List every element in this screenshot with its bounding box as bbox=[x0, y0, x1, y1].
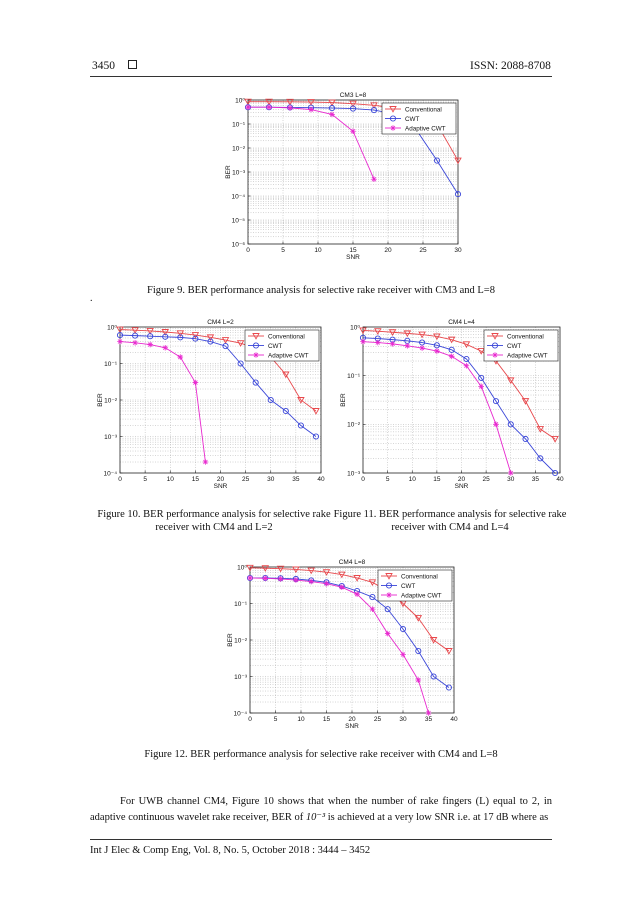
y-tick-label: 10⁻³ bbox=[232, 169, 245, 177]
header-box-icon bbox=[128, 60, 137, 69]
legend-marker bbox=[253, 352, 259, 358]
figure-12 bbox=[218, 556, 468, 734]
legend-label: CWT bbox=[268, 342, 283, 350]
data-point bbox=[203, 459, 209, 465]
data-point bbox=[354, 591, 360, 597]
y-axis-label: BER bbox=[97, 393, 104, 407]
journal-issn: ISSN: 2088-8708 bbox=[470, 60, 551, 72]
figure-11-caption: Figure 11. BER performance analysis for selective rake receiver with CM4 and L=4 bbox=[333, 509, 567, 533]
x-tick-label: 20 bbox=[384, 247, 392, 254]
legend-label: Conventional bbox=[268, 333, 305, 341]
stray-dot: . bbox=[90, 293, 93, 304]
journal-footer: Int J Elec & Comp Eng, Vol. 8, No. 5, October 2018 : 3444 – 3452 bbox=[90, 845, 371, 856]
data-point bbox=[464, 363, 470, 369]
data-point bbox=[329, 112, 335, 118]
y-tick-label: 10⁻² bbox=[232, 145, 245, 153]
legend-label: CWT bbox=[405, 115, 420, 123]
y-tick-label: 10⁻² bbox=[104, 397, 117, 405]
x-tick-label: 5 bbox=[385, 476, 390, 483]
figure-9 bbox=[218, 86, 470, 264]
x-tick-label: 20 bbox=[216, 476, 225, 483]
x-tick-label: 35 bbox=[424, 716, 433, 723]
y-tick-label: 10⁻⁵ bbox=[231, 217, 245, 225]
y-tick-label: 10⁻¹ bbox=[347, 372, 360, 380]
chart-title: CM4 L=8 bbox=[338, 559, 366, 566]
chart-title: CM4 L=2 bbox=[207, 319, 234, 326]
x-tick-label: 35 bbox=[292, 476, 300, 483]
data-point bbox=[434, 348, 440, 354]
y-tick-label: 10⁻⁶ bbox=[231, 241, 245, 249]
data-point bbox=[449, 354, 455, 360]
x-tick-label: 40 bbox=[450, 716, 458, 723]
x-tick-label: 10 bbox=[297, 716, 305, 723]
y-tick-label: 10⁰ bbox=[237, 564, 247, 572]
x-tick-label: 5 bbox=[143, 476, 147, 483]
legend-label: Conventional bbox=[405, 106, 442, 114]
data-point bbox=[287, 105, 293, 111]
x-tick-label: 25 bbox=[419, 247, 427, 254]
y-tick-label: 10⁻¹ bbox=[234, 600, 247, 608]
y-tick-label: 10⁻³ bbox=[104, 433, 117, 441]
x-tick-label: 0 bbox=[248, 716, 252, 723]
y-tick-label: 10⁻² bbox=[347, 421, 360, 429]
figure-10-caption: Figure 10. BER performance analysis for selective rake receiver with CM4 and L=2 bbox=[97, 509, 331, 533]
legend-marker bbox=[492, 352, 498, 358]
y-axis-label: BER bbox=[225, 165, 232, 179]
paragraph-math: 10⁻³ bbox=[305, 812, 326, 823]
x-tick-label: 30 bbox=[267, 476, 275, 483]
data-point bbox=[178, 354, 184, 360]
data-point bbox=[360, 339, 366, 345]
x-tick-label: 5 bbox=[281, 247, 285, 254]
paragraph-text-before: For UWB channel CM4, Figure 10 shows that when the number of rake fingers (L) equal to 2, in adaptive continuous wavelet rake receiver, BER of bbox=[90, 796, 552, 823]
y-tick-label: 10⁻¹ bbox=[104, 360, 117, 368]
data-point bbox=[478, 384, 484, 390]
data-point bbox=[390, 341, 396, 347]
data-point bbox=[132, 340, 138, 346]
x-tick-label: 35 bbox=[531, 476, 539, 483]
body-paragraph bbox=[90, 794, 552, 826]
x-tick-label: 15 bbox=[322, 716, 331, 723]
y-axis-label: BER bbox=[227, 633, 234, 647]
data-point bbox=[324, 581, 330, 587]
y-tick-label: 10⁻³ bbox=[234, 673, 247, 681]
y-tick-label: 10⁻⁴ bbox=[103, 470, 117, 478]
x-tick-label: 5 bbox=[273, 716, 278, 723]
legend-label: Conventional bbox=[401, 573, 438, 581]
y-axis-label: BER bbox=[340, 393, 347, 407]
data-point bbox=[308, 107, 314, 113]
data-point bbox=[419, 345, 425, 351]
legend-label: CWT bbox=[401, 582, 416, 590]
data-point bbox=[308, 579, 314, 585]
figure-11 bbox=[339, 317, 571, 493]
x-tick-label: 10 bbox=[314, 247, 322, 254]
figure-9-chart bbox=[218, 86, 470, 264]
data-point bbox=[293, 577, 299, 583]
figure-11-chart bbox=[339, 317, 571, 493]
figure-9-caption: Figure 9. BER performance analysis for selective rake receiver with CM3 and L=8 bbox=[147, 285, 495, 296]
x-tick-label: 25 bbox=[242, 476, 250, 483]
paragraph-text-after: is achieved at a very low SNR i.e. at 17 dB where as bbox=[325, 812, 549, 823]
x-tick-label: 0 bbox=[246, 247, 250, 254]
y-tick-label: 10⁰ bbox=[235, 97, 245, 105]
legend bbox=[378, 570, 452, 601]
legend-marker bbox=[386, 592, 392, 598]
figure-12-caption: Figure 12. BER performance analysis for selective rake receiver with CM4 and L=8 bbox=[144, 749, 498, 760]
x-tick-label: 15 bbox=[433, 476, 441, 483]
y-tick-label: 10⁰ bbox=[350, 324, 360, 332]
y-tick-label: 10⁰ bbox=[107, 324, 117, 332]
x-tick-label: 25 bbox=[482, 476, 490, 483]
y-tick-label: 10⁻³ bbox=[347, 470, 360, 478]
legend-label: Conventional bbox=[507, 333, 544, 341]
legend-label: Adaptive CWT bbox=[401, 592, 442, 600]
data-point bbox=[385, 631, 391, 637]
x-tick-label: 40 bbox=[317, 476, 325, 483]
header-rule bbox=[90, 76, 552, 77]
y-tick-label: 10⁻⁴ bbox=[233, 710, 247, 718]
data-point bbox=[416, 677, 422, 683]
legend bbox=[382, 103, 456, 134]
x-tick-label: 20 bbox=[348, 716, 356, 723]
legend-label: Adaptive CWT bbox=[507, 352, 548, 360]
x-tick-label: 30 bbox=[454, 247, 462, 254]
x-axis-label: SNR bbox=[454, 483, 469, 490]
legend-label: Adaptive CWT bbox=[405, 125, 446, 133]
data-point bbox=[278, 576, 284, 582]
page-number: 3450 bbox=[92, 60, 115, 72]
legend-label: CWT bbox=[507, 342, 522, 350]
data-point bbox=[508, 470, 514, 476]
data-point bbox=[245, 104, 251, 110]
data-point bbox=[405, 343, 411, 349]
chart-title: CM4 L=4 bbox=[448, 319, 475, 326]
y-tick-label: 10⁻⁴ bbox=[231, 193, 245, 201]
y-tick-label: 10⁻² bbox=[234, 637, 247, 645]
data-point bbox=[263, 576, 269, 582]
x-tick-label: 30 bbox=[507, 476, 515, 483]
legend bbox=[245, 330, 319, 361]
data-point bbox=[162, 345, 168, 351]
x-axis-label: SNR bbox=[345, 723, 359, 730]
x-tick-label: 0 bbox=[361, 476, 365, 483]
data-point bbox=[147, 342, 153, 348]
data-point bbox=[400, 652, 406, 658]
data-point bbox=[375, 340, 381, 346]
x-tick-label: 10 bbox=[166, 476, 174, 483]
y-tick-label: 10⁻¹ bbox=[232, 121, 245, 129]
x-tick-label: 15 bbox=[349, 247, 357, 254]
data-point bbox=[350, 128, 356, 134]
legend-label: Adaptive CWT bbox=[268, 352, 309, 360]
x-tick-label: 40 bbox=[556, 476, 564, 483]
data-point bbox=[247, 575, 253, 581]
data-point bbox=[193, 380, 199, 386]
data-point bbox=[370, 606, 376, 612]
legend-marker bbox=[390, 125, 396, 131]
data-point bbox=[117, 339, 123, 345]
x-axis-label: SNR bbox=[213, 483, 228, 490]
x-tick-label: 20 bbox=[457, 476, 466, 483]
data-point bbox=[266, 104, 272, 110]
figure-10 bbox=[92, 317, 332, 493]
x-axis-label: SNR bbox=[346, 254, 360, 261]
data-point bbox=[339, 584, 345, 590]
data-point bbox=[371, 176, 377, 182]
data-point bbox=[426, 710, 432, 716]
legend bbox=[484, 330, 558, 361]
data-point bbox=[493, 422, 499, 428]
x-tick-label: 15 bbox=[191, 476, 199, 483]
figure-10-chart bbox=[92, 317, 332, 493]
x-tick-label: 25 bbox=[373, 716, 382, 723]
x-tick-label: 0 bbox=[118, 476, 122, 483]
figure-12-chart bbox=[218, 556, 468, 734]
chart-title: CM3 L=8 bbox=[339, 92, 367, 99]
footer-rule bbox=[90, 839, 552, 840]
x-tick-label: 30 bbox=[399, 716, 407, 723]
x-tick-label: 10 bbox=[408, 476, 416, 483]
